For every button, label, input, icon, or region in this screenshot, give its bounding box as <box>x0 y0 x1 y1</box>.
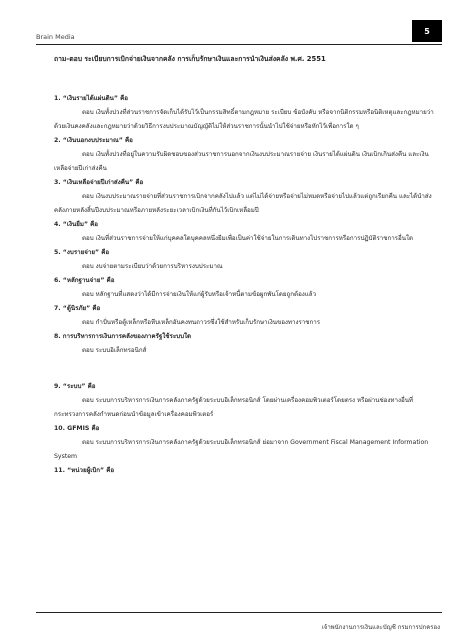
footer-divider <box>36 612 442 613</box>
page-number-badge: 5 <box>412 20 442 42</box>
qa-item-6 <box>54 274 434 302</box>
spacer <box>54 358 434 380</box>
qa-item-10 <box>54 422 434 464</box>
question: 7. “ตู้นิรภัย” คือ <box>54 305 101 312</box>
question: 10. GFMIS คือ <box>54 425 100 432</box>
answer: ตอบ กำปั่นหรือตู้เหล็กหรือหีบเหล็กอันคงทนถาวรซึ่งใช้สำหรับเก็บรักษาเงินของทางราชการ <box>82 319 321 326</box>
brand-label: Brain Media <box>36 33 75 41</box>
answer: ตอบ เงินทั้งปวงที่อยู่ในความรับผิดชอบของส่วนราชการนอกจากเงินงบประมาณรายจ่าย เงินรายได้แผ่นดิน เงินเบิกเกินส่งคืน และเงินเหลือจ่ายปีเก่าส่งคืน <box>54 151 429 172</box>
question: 11. “หน่วยผู้เบิก” คือ <box>54 467 115 474</box>
qa-list <box>54 92 434 478</box>
qa-item-3 <box>54 176 434 218</box>
question: 1. “เงินรายได้แผ่นดิน” คือ <box>54 95 128 102</box>
qa-item-4 <box>54 218 434 246</box>
document-title: ถาม-ตอบ ระเบียบการเบิกจ่ายเงินจากคลัง การเก็บรักษาเงินและการนำเงินส่งคลัง พ.ศ. 2551 <box>54 55 326 63</box>
answer: ตอบ เงินทั้งปวงที่ส่วนราชการจัดเก็บได้รับไว้เป็นกรรมสิทธิ์ตามกฎหมาย ระเบียบ ข้อบังคับ หรือจากนิติกรรมหรือนิติเหตุและกฎหมายว่าด้วยเงินคงคลังและกฎหมายว่าด้วยวิธีการงบประมาณบัญญัติไม่ให้ส่วนราชการนั้นนำไปใช้จ่ายหรือหักไว้เพื่อการใด ๆ <box>54 109 434 130</box>
qa-item-8 <box>54 330 434 358</box>
question: 4. “เงินยืม” คือ <box>54 221 99 228</box>
qa-item-7 <box>54 302 434 330</box>
answer: ตอบ ระบบอิเล็กทรอนิกส์ <box>82 347 147 354</box>
qa-item-5 <box>54 246 434 274</box>
question: 9. “ระบบ” คือ <box>54 383 96 390</box>
qa-item-11 <box>54 464 434 478</box>
answer: ตอบ เงินงบประมาณรายจ่ายที่ส่วนราชการเบิกจากคลังไปแล้ว แต่ไม่ได้จ่ายหรือจ่ายไม่หมดหรือจ่ายไปแล้วแต่ถูกเรียกคืน และได้นำส่งคลังภายหลังสิ้นปีงบประมาณหรือภายหลังระยะเวลาเบิกเงินที่กันไว้เบิกเหลื่อมปี <box>54 193 432 214</box>
question: 3. “เงินเหลือจ่ายปีเก่าส่งคืน” คือ <box>54 179 144 186</box>
answer: ตอบ หลักฐานที่แสดงว่าได้มีการจ่ายเงินให้แก่ผู้รับหรือเจ้าหนี้ตามข้อผูกพันโดยถูกต้องแล้ว <box>82 291 317 298</box>
header-divider <box>36 44 442 45</box>
answer: ตอบ ระบบการบริหารการเงินการคลังภาครัฐด้วยระบบอิเล็กทรอนิกส์ โดยผ่านเครื่องคอมพิวเตอร์โดยตรง หรือผ่านช่องทางอื่นที่กระทรวงการคลังกำหนดก่อนนำข้อมูลเข้าเครื่องคอมพิวเตอร์ <box>54 397 414 418</box>
question: 6. “หลักฐานจ่าย” คือ <box>54 277 115 284</box>
question: 5. “งบรายจ่าย” คือ <box>54 249 110 256</box>
qa-item-1 <box>54 92 434 134</box>
answer: ตอบ ระบบการบริหารการเงินการคลังภาครัฐด้วยระบบอิเล็กทรอนิกส์ ย่อมาจาก Government Fiscal Management Information System <box>54 439 429 460</box>
question: 8. การบริหารการเงินการคลังของภาครัฐใช้ระบบใด <box>54 333 192 340</box>
question: 2. “เงินนอกงบประมาณ” คือ <box>54 137 133 144</box>
answer: ตอบ เงินที่ส่วนราชการจ่ายให้แก่บุคคลใดบุคคลหนึ่งยืมเพื่อเป็นค่าใช้จ่ายในการเดินทางไปราชการหรือการปฏิบัติราชการอื่นใด <box>82 235 413 242</box>
footer-text: เจ้าพนักงานการเงินและบัญชี กรมการปกครอง <box>321 624 440 631</box>
qa-item-2 <box>54 134 434 176</box>
qa-item-9 <box>54 380 434 422</box>
answer: ตอบ งบจ่ายตามระเบียบว่าด้วยการบริหารงบประมาณ <box>82 263 223 270</box>
